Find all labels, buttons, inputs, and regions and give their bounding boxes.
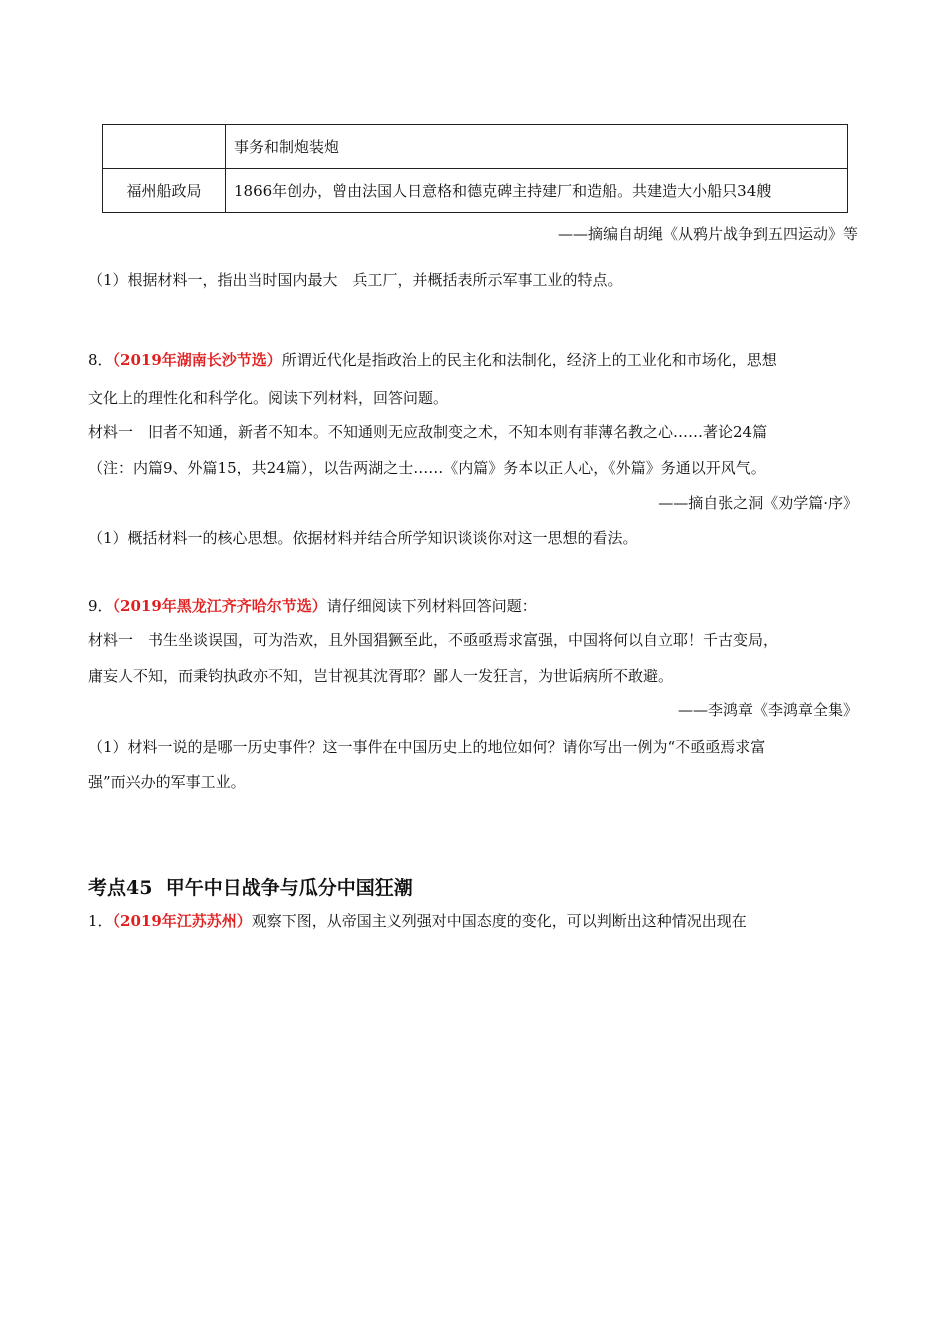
q8-intro-text: 所谓近代化是指政治上的民主化和法制化，经济上的工业化和市场化，思想 bbox=[281, 351, 777, 369]
q9-sub-question-line-2: 强”而兴办的军事工业。 bbox=[88, 773, 246, 791]
table-cell: 1866年创办，曾由法国人日意格和德克碑主持建厂和造船。共建造大小船只34艘 bbox=[226, 169, 848, 213]
table-cell: 事务和制炮装炮 bbox=[226, 125, 848, 169]
q9-source: （2019年黑龙江齐齐哈尔节选） bbox=[112, 597, 327, 615]
section-prefix: 考点 bbox=[88, 877, 127, 899]
table-cell bbox=[103, 125, 226, 169]
section-heading bbox=[88, 873, 413, 900]
q8-material-line-1: 材料一 旧者不知通，新者不知本。不知通则无应敌制变之术，不知本则有菲薄名教之心……著论24篇 bbox=[88, 423, 768, 441]
table-row bbox=[103, 125, 848, 169]
q8-material-line-2: （注：内篇9、外篇15，共24篇），以告两湖之士……《内篇》务本以正人心，《外篇》务通以开风气。 bbox=[88, 459, 766, 477]
q8-intro-line-1 bbox=[88, 350, 777, 370]
q1-number: 1． bbox=[88, 912, 113, 930]
section-title: 甲午中日战争与瓜分中国狂潮 bbox=[165, 877, 413, 899]
q1-text: 观察下图，从帝国主义列强对中国态度的变化，可以判断出这种情况出现在 bbox=[251, 912, 747, 930]
q1-line bbox=[88, 911, 747, 931]
q1-source: （2019年江苏苏州） bbox=[112, 912, 252, 930]
q9-intro-line bbox=[88, 596, 537, 616]
q8-sub-question-1: （1）概括材料一的核心思想。依据材料并结合所学知识谈谈你对这一思想的看法。 bbox=[88, 529, 638, 547]
q9-material-source: ——李鸿章《李鸿章全集》 bbox=[677, 701, 858, 719]
military-industry-table bbox=[102, 124, 848, 213]
q7-sub-question-1: （1）根据材料一，指出当时国内最大 兵工厂，并概括表所示军事工业的特点。 bbox=[88, 271, 623, 289]
q9-material-line-1: 材料一 书生坐谈误国，可为浩欢，且外国猖獗至此，不亟亟焉求富强，中国将何以自立耶！千古变局， bbox=[88, 631, 779, 649]
q9-number: 9． bbox=[88, 597, 113, 615]
q8-intro-line-2: 文化上的理性化和科学化。阅读下列材料，回答问题。 bbox=[88, 389, 449, 407]
table-source: ——摘编自胡绳《从鸦片战争到五四运动》等 bbox=[557, 225, 858, 243]
table-row bbox=[103, 169, 848, 213]
q9-material-line-2: 庸妄人不知，而秉钧执政亦不知，岂甘视其沈胥耶？鄙人一发狂言，为世诟病所不敢避。 bbox=[88, 667, 674, 685]
q8-material-source: ——摘自张之洞《劝学篇·序》 bbox=[658, 494, 858, 512]
q8-source: （2019年湖南长沙节选） bbox=[112, 351, 282, 369]
q8-number: 8． bbox=[88, 351, 113, 369]
section-number: 45 bbox=[126, 877, 153, 899]
table-cell: 福州船政局 bbox=[103, 169, 226, 213]
q9-intro-text: 请仔细阅读下列材料回答问题： bbox=[326, 597, 537, 615]
q9-sub-question-line-1: （1）材料一说的是哪一历史事件？这一事件在中国历史上的地位如何？请你写出一例为“不亟亟焉求富 bbox=[88, 738, 766, 756]
